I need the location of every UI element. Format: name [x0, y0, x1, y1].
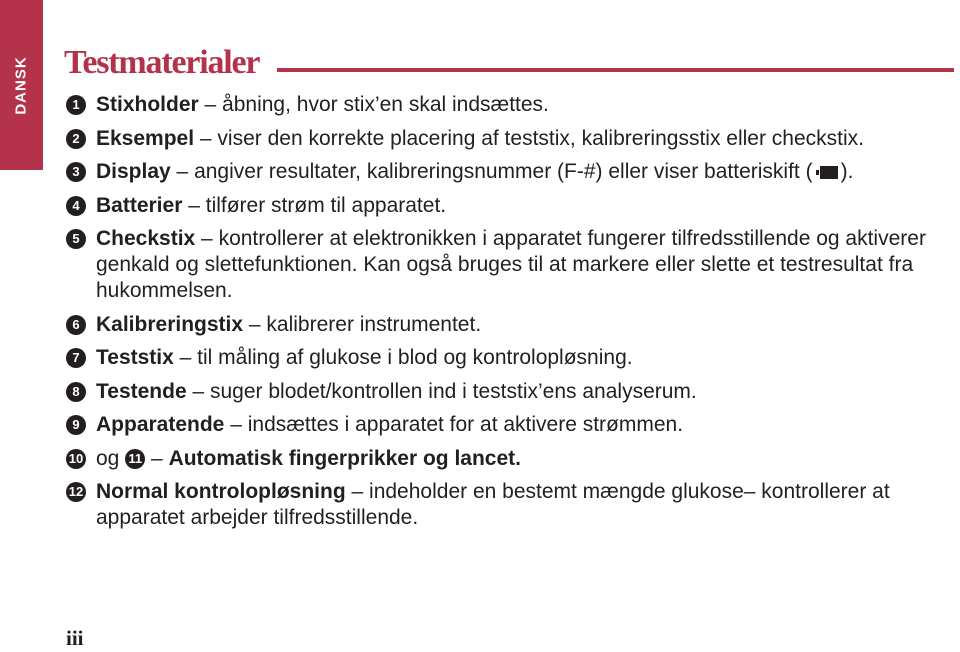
- list-item: 10 og 11 – Automatisk fingerprikker og lancet.: [66, 446, 946, 472]
- item-description: tilfører strøm til apparatet.: [205, 193, 447, 217]
- item-description: åbning, hvor stix’en skal indsættes.: [222, 93, 549, 116]
- page-number: iii: [66, 626, 84, 650]
- list-item: 8 Testende – suger blodet/kontrollen ind i teststix’ens analyserum.: [66, 379, 946, 405]
- item-term: Batterier: [96, 193, 183, 217]
- item-number-badge: 5: [66, 229, 86, 249]
- item-term: Kalibreringstix: [96, 312, 244, 336]
- list-item: 12 Normal kontrolopløsning – indeholder en bestemt mængde glukose– kontrollerer at apparatet arbejder tilfredsstillende.: [66, 479, 946, 531]
- list-item: 6 Kalibreringstix – kalibrerer instrumentet.: [66, 312, 946, 338]
- item-description: kalibrerer instrumentet.: [266, 312, 482, 336]
- item-number-badge: 12: [66, 482, 86, 502]
- item-term: Checkstix: [96, 227, 196, 250]
- section-header: [64, 40, 954, 80]
- list-item: 2 Eksempel – viser den korrekte placering af teststix, kalibreringsstix eller checkstix.: [66, 126, 946, 152]
- item-number-badge: 3: [66, 162, 86, 182]
- item-term: Apparatende: [96, 413, 225, 436]
- item-number-badge-secondary: 11: [125, 449, 145, 469]
- list-item: 7 Teststix – til måling af glukose i blod og kontrolopløsning.: [66, 345, 946, 371]
- item-number-badge: 8: [66, 382, 86, 402]
- item-number-badge: 9: [66, 415, 86, 435]
- item-number-badge: 4: [66, 196, 86, 216]
- item-term: Eksempel: [96, 126, 195, 150]
- item-number-badge: 2: [66, 129, 86, 149]
- list-item: 3 Display – angiver resultater, kalibreringsnummer (F-#) eller viser batteriskift ( ).: [66, 159, 946, 185]
- item-term: Stixholder: [96, 93, 199, 116]
- battery-icon: [816, 166, 838, 179]
- item-description: til måling af glukose i blod og kontrolopløsning.: [197, 346, 633, 369]
- list-item: 4 Batterier – tilfører strøm til apparatet.: [66, 193, 946, 219]
- language-tab: [0, 0, 43, 170]
- language-tab-label: DANSK: [13, 55, 30, 115]
- list-item: 1 Stixholder – åbning, hvor stix’en skal indsættes.: [66, 92, 946, 118]
- item-term: Display: [96, 160, 171, 183]
- item-description: viser den korrekte placering af teststix, kalibreringsstix eller checkstix.: [217, 126, 865, 150]
- item-description-end: ).: [840, 160, 854, 183]
- list-item: 9 Apparatende – indsættes i apparatet for at aktivere strømmen.: [66, 412, 946, 438]
- item-description: suger blodet/kontrollen ind i teststix’ens analyserum.: [210, 379, 697, 403]
- item-term: Testende: [96, 379, 187, 403]
- list-item: 5 Checkstix – kontrollerer at elektronikken i apparatet fungerer tilfredsstillende og aktiverer genkald og slettefunktionen. Kan også bruges til at markere eller slette et testresultat fra hukommelsen.: [66, 226, 946, 304]
- item-term: Teststix: [96, 346, 174, 369]
- page-title: Testmaterialer: [64, 44, 260, 81]
- item-number-badge: 6: [66, 315, 86, 335]
- component-list: [66, 92, 946, 539]
- item-connector: og: [96, 446, 120, 470]
- item-description: angiver resultater, kalibreringsnummer (F-#) eller viser batteriskift (: [194, 160, 813, 183]
- item-term: Normal kontrolopløsning: [96, 480, 346, 503]
- item-description: kontrollerer at elektronikken i apparatet fungerer tilfredsstillende og aktiverer genkald og slettefunktionen. Kan også bruges til at markere eller slette et testresultat fra hukommelsen.: [96, 227, 926, 302]
- item-number-badge: 10: [66, 449, 86, 469]
- item-description: indeholder en bestemt mængde glukose– kontrollerer at apparatet arbejder tilfredsstillende.: [96, 480, 890, 529]
- title-rule: [277, 68, 954, 72]
- item-number-badge: 1: [66, 95, 86, 115]
- item-number-badge: 7: [66, 348, 86, 368]
- item-term: Automatisk fingerprikker og lancet.: [168, 446, 521, 470]
- item-description: indsættes i apparatet for at aktivere strømmen.: [247, 413, 684, 436]
